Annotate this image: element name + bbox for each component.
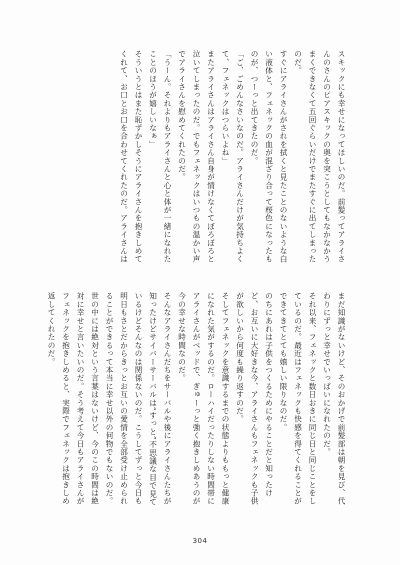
text-block-bottom: まだ知識がないけど、そのおかげで前髪部は朝を見び、代わりにずっと幸せでいっぱいになれたのだ。 それ以来、フェネックと数日おきに同じ日と同じことをしているのだ。最近はフェネックも快感を得てくれることができてきてとても嬉しい限りなのだ。 のちにあれは子供をつくるためにやることだと知ったけど、お互いに大好きな今、アライさんもフェネックも子供が欲しいから何度も繰り返すのだ。 そしてフェネックを意識するまでの状態よりももっと健康になれた気がするのだ。ローハイだったりしない時間帯にアライさんがベッドで、ぎゅーっと強く抱きしめあうのが今の幸せな時間なのだ。 そんなアライさんだちをサーバルや後にアライさんたちが知ったけどサイバーサーバルは“すっと”不思議な目で見ているけどそんなのは関係ないのだ。こうしてずっと今日も明日もさとだからきっとお互いの愛情を全部受け止められることができるって本当に幸せ以外の何物でもないのだ。 世の中には絶対という言葉はないけど、今のこの時間は絶対に幸せと言いたいのだ。そう考えて今日もアライさんがフェネックを抱きしめると、実際でフェネックは抱きしめ返してくれたのだ。 bbox=[47, 292, 346, 506]
text-block-top: スキックにも幸せになってほしいのだ。前髪ってアライさんのさんのピアスキックの奥を突こうとしてもなかなかうまくできなくて五回ぐらいだけでまたすぐに出てしまったのだ。 すぐにアライさんがされを拭くと見たことのないような白い液体と、フェネックの血が混ざり合って桜色になったものが、つーっと出てきたのだ。 「ご、ごめんなさいなのだ。アライさんだけが気持ちよくて、フェネックはつらいよね」 またアライさんはアライさん自身が情けなくてぼろぼろと泣いてしまったのだ。でもフェネックはいつもの温かい声でアライさんを慰めてくれたのだ。 「うーん。それよりもアライさんと心と体が一緒になれたことのほうが嬉しいなぁ」 そういうとはまた恥ずかしそうにアライさんを抱きしめてくれて、お口とお口を合わせてくれたのだ。アライさんは bbox=[119, 50, 346, 264]
page-number: 304 bbox=[192, 537, 208, 545]
